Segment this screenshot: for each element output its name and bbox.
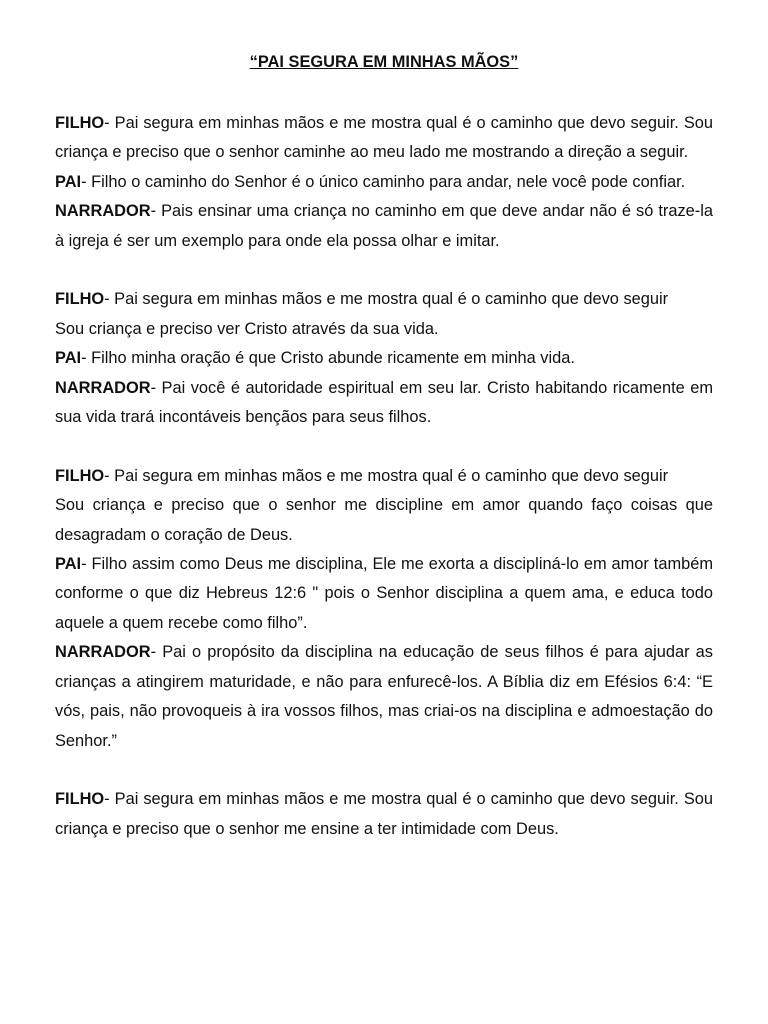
dialogue-block-3 — [55, 462, 713, 756]
line-text: - Filho minha oração é que Cristo abunde ricamente em minha vida. — [81, 349, 575, 368]
document-page — [55, 52, 713, 844]
dialogue-line — [55, 491, 713, 550]
dialogue-line — [55, 462, 713, 491]
line-text: Sou criança e preciso que o senhor me discipline em amor quando faço coisas que desagradam o coração de Deus. — [55, 496, 713, 544]
line-text: - Filho assim como Deus me disciplina, Ele me exorta a discipliná-lo em amor também conforme o que diz Hebreus 12:6 " pois o Senhor disciplina a quem ama, e educa todo aquele a quem recebe como filho”. — [55, 555, 713, 632]
dialogue-block-1 — [55, 109, 713, 256]
dialogue-line — [55, 785, 713, 844]
line-text: - Pai você é autoridade espiritual em seu lar. Cristo habitando ricamente em sua vida trará incontáveis bençãos para seus filhos. — [55, 378, 713, 427]
speaker-name: NARRADOR — [55, 202, 151, 221]
dialogue-line — [55, 638, 713, 756]
speaker-name: FILHO — [55, 114, 105, 132]
dialogue-line — [55, 550, 713, 638]
speaker-name: NARRADOR — [55, 643, 151, 662]
dialogue-block-2 — [55, 285, 713, 432]
speaker-name: NARRADOR — [55, 378, 151, 397]
line-text: Sou criança e preciso ver Cristo através da sua vida. — [55, 319, 439, 338]
speaker-name: PAI — [55, 172, 82, 191]
speaker-name: FILHO — [55, 466, 105, 485]
speaker-name: PAI — [55, 555, 82, 574]
line-text: - Pai segura em minhas mãos e me mostra qual é o caminho que devo seguir. Sou criança e preciso que o senhor caminhe ao meu lado me mostrando a direção a seguir. — [55, 114, 713, 162]
speaker-name: FILHO — [55, 290, 105, 309]
line-text: - Pais ensinar uma criança no caminho em que deve andar não é só traze-la à igreja é ser um exemplo para onde ela possa olhar e imitar. — [55, 202, 713, 250]
speaker-name: FILHO — [55, 790, 105, 809]
line-text: - Filho o caminho do Senhor é o único caminho para andar, nele você pode confiar. — [81, 172, 686, 191]
speaker-name: PAI — [55, 349, 82, 368]
dialogue-line — [55, 109, 713, 168]
paragraph-gap — [55, 756, 713, 785]
dialogue-line — [55, 168, 713, 197]
dialogue-line — [55, 374, 713, 433]
line-text: - Pai segura em minhas mãos e me mostra qual é o caminho que devo seguir. Sou criança e preciso que o senhor me ensine a ter intimidade com Deus. — [55, 790, 713, 838]
paragraph-gap — [55, 432, 713, 461]
dialogue-block-4 — [55, 785, 713, 844]
paragraph-gap — [55, 256, 713, 285]
dialogue-line — [55, 197, 713, 256]
dialogue-line — [55, 285, 713, 314]
line-text: - Pai o propósito da disciplina na educação de seus filhos é para ajudar as crianças a atingirem maturidade, e não para enfurecê-los. A Bíblia diz em Efésios 6:4: “E vós, pais, não provoqueis à ira vossos filhos, mas criai-os na disciplina e admoestação do Senhor.” — [55, 643, 713, 750]
dialogue-line — [55, 315, 713, 344]
line-text: - Pai segura em minhas mãos e me mostra qual é o caminho que devo seguir — [104, 290, 669, 309]
line-text: - Pai segura em minhas mãos e me mostra qual é o caminho que devo seguir — [104, 466, 669, 485]
document-title: “PAI SEGURA EM MINHAS MÃOS” — [249, 53, 519, 71]
dialogue-line — [55, 344, 713, 373]
